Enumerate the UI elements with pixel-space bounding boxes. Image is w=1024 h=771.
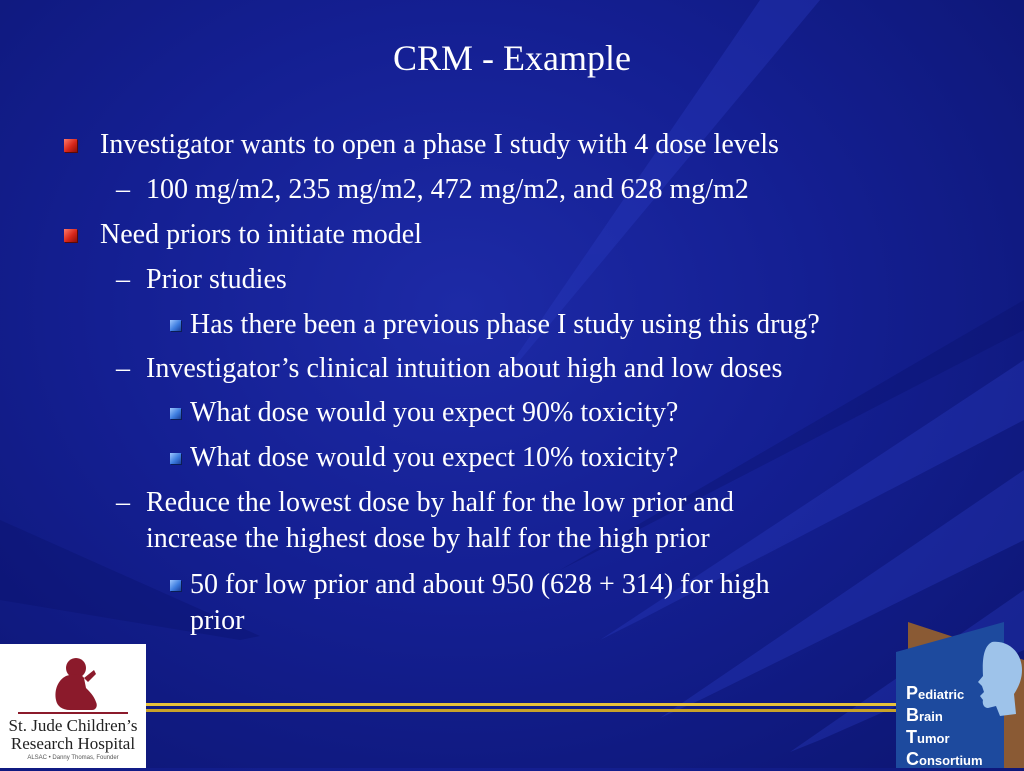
pbtc-line-brain: Brain <box>906 705 943 725</box>
blue-square-bullet-icon <box>170 320 181 331</box>
bullet-text: Investigator wants to open a phase I study with 4 dose levels <box>100 129 779 160</box>
sub-item-reduce-dose-continued <box>146 520 710 558</box>
bullet-text: prior <box>190 605 245 636</box>
footer-gold-lines <box>146 703 898 713</box>
bullet-text: 50 for low prior and about 950 (628 + 314) for high <box>190 569 770 600</box>
sub-item-dose-values <box>116 171 749 209</box>
dash-marker: – <box>116 487 130 518</box>
sub-sub-item-previous-study <box>190 306 820 344</box>
sub-sub-item-90-toxicity <box>190 394 678 432</box>
bullet-text: Reduce the lowest dose by half for the low prior and <box>146 487 734 518</box>
bullet-item-priors <box>100 216 422 254</box>
sub-item-clinical-intuition <box>116 350 783 388</box>
sub-sub-item-prior-values <box>190 566 770 604</box>
bullet-item-dose-levels <box>100 126 779 164</box>
st-jude-name-line2: Research Hospital <box>10 734 136 753</box>
pbtc-line-tumor: Tumor <box>906 727 950 747</box>
red-square-bullet-icon <box>64 229 77 242</box>
dash-marker: – <box>116 174 130 205</box>
bullet-text: increase the highest dose by half for the high prior <box>146 523 710 554</box>
child-praying-silhouette-icon <box>0 644 146 716</box>
bullet-text: What dose would you expect 10% toxicity? <box>190 442 679 473</box>
dash-marker: – <box>116 264 130 295</box>
sub-item-reduce-dose <box>116 484 734 522</box>
blue-square-bullet-icon <box>170 408 181 419</box>
sub-sub-item-10-toxicity <box>190 439 678 477</box>
sub-sub-item-prior-values-continued <box>190 602 244 640</box>
st-jude-name-line1: St. Jude Children’s <box>8 716 138 735</box>
bullet-text: Has there been a previous phase I study using this drug? <box>190 309 820 340</box>
blue-square-bullet-icon <box>170 580 181 591</box>
bullet-text: Investigator’s clinical intuition about high and low doses <box>146 353 783 384</box>
blue-square-bullet-icon <box>170 453 181 464</box>
pbtc-line-pediatric: Pediatric <box>906 683 965 703</box>
st-jude-tagline: ALSAC • Danny Thomas, Founder <box>27 755 119 761</box>
bullet-text: 100 mg/m2, 235 mg/m2, 472 mg/m2, and 628 mg/m2 <box>146 174 749 205</box>
bullet-text: Prior studies <box>146 264 287 295</box>
bullet-text: What dose would you expect 90% toxicity? <box>190 397 679 428</box>
st-jude-logo <box>0 644 146 768</box>
pbtc-line-consortium: Consortium <box>906 749 983 769</box>
sub-item-prior-studies <box>116 261 287 299</box>
pbtc-logo-text <box>906 683 983 771</box>
slide-title: CRM - Example <box>393 38 631 78</box>
red-square-bullet-icon <box>64 139 77 152</box>
bullet-text: Need priors to initiate model <box>100 219 422 250</box>
dash-marker: – <box>116 353 130 384</box>
